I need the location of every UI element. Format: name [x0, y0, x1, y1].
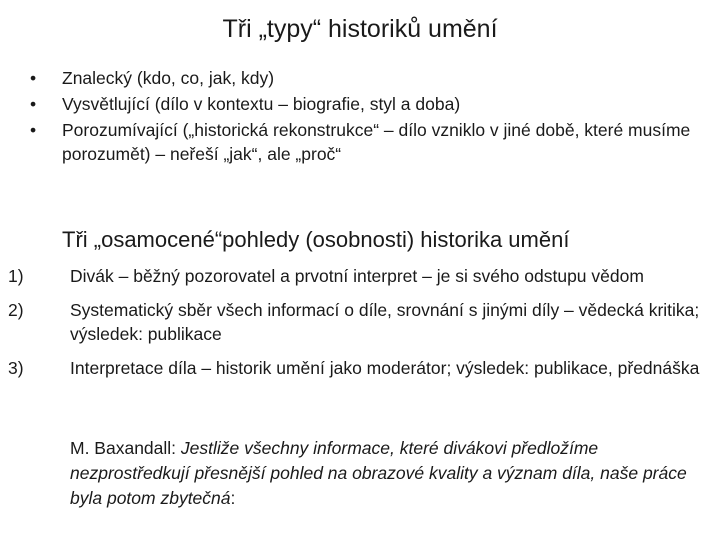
bullet-item: [30, 66, 714, 90]
section-subtitle: Tři „osamocené“pohledy (osobnosti) historika umění: [62, 227, 570, 252]
bullet-marker: •: [30, 68, 37, 88]
numbered-text: Interpretace díla – historik umění jako moderátor; výsledek: publikace, přednáška: [70, 358, 700, 378]
bullet-marker: •: [30, 120, 37, 140]
bullet-marker: •: [30, 94, 37, 114]
types-bullet-list: [30, 66, 714, 168]
bullet-text: Porozumívající („historická rekonstrukce“ – dílo vzniklo v jiné době, které musíme porozumět) – neřeší „jak“, ale „proč“: [62, 120, 691, 164]
numbered-item: [8, 356, 714, 380]
bullet-text: Znalecký (kdo, co, jak, kdy): [62, 68, 275, 88]
numbered-item: [8, 264, 714, 288]
baxandall-quote: [70, 436, 710, 511]
number-marker: 3): [8, 358, 24, 378]
numbered-text: Systematický sběr všech informací o díle, srovnání s jinými díly – vědecká kritika; výsledek: publikace: [70, 300, 700, 344]
numbered-text: Divák – běžný pozorovatel a prvotní interpret – je si svého odstupu vědom: [70, 266, 644, 286]
number-marker: 2): [8, 300, 24, 320]
number-marker: 1): [8, 266, 24, 286]
quote-suffix: :: [230, 488, 236, 508]
bullet-item: [30, 92, 714, 116]
perspectives-numbered-list: [8, 264, 714, 390]
quote-author: M. Baxandall:: [70, 438, 181, 458]
numbered-item: [8, 298, 714, 346]
bullet-text: Vysvětlující (dílo v kontextu – biografie, styl a doba): [62, 94, 461, 114]
slide-title: Tři „typy“ historiků umění: [222, 15, 498, 43]
quote-text: Jestliže všechny informace, které divákovi předložíme nezprostředkují přesnější pohled na obrazové kvality a význam díla, naše práce byla potom zbytečná: [70, 438, 687, 508]
bullet-item: [30, 118, 714, 166]
